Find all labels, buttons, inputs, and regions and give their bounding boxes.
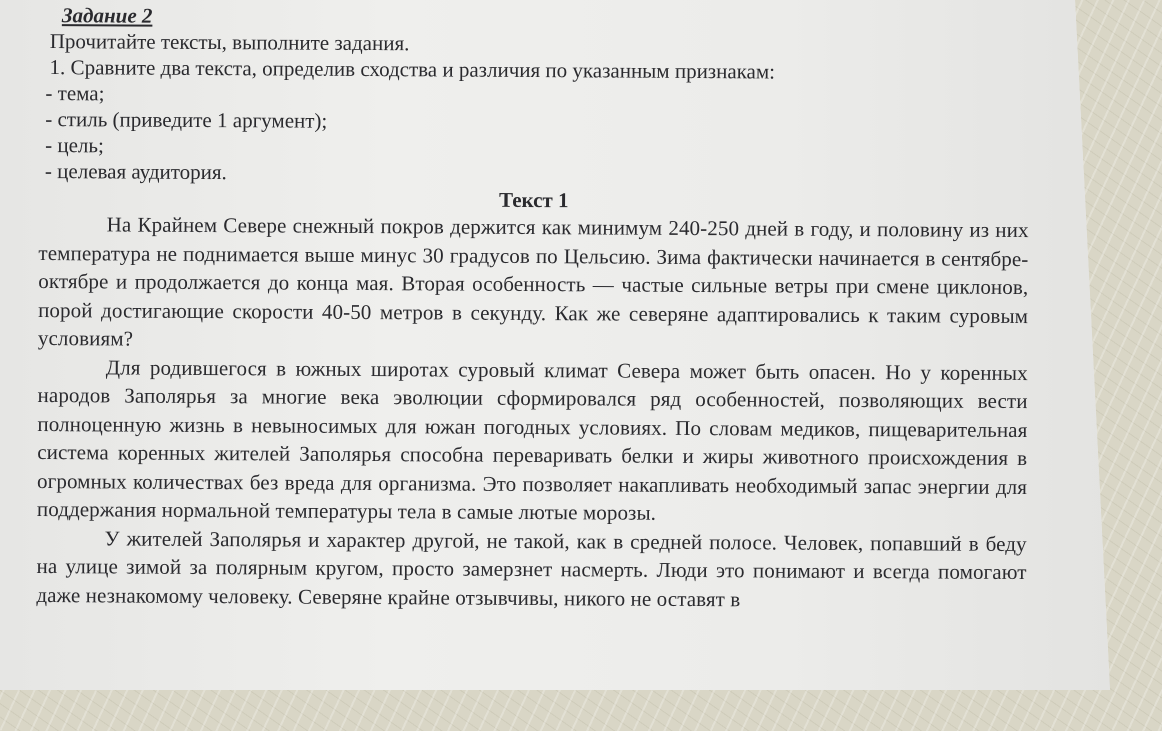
text1-paragraph: Для родившегося в южных широтах суровый климат Севера может быть опасен. Но у коренных народов Заполярья за многие века эволюции сформировался ряд особенностей, позволяющих вести полноценную жизнь в невыносимых для южан погодных условиях. По словам медиков, пищеварительная система коренных жителей Заполярья способна переваривать белки и жиры животного происхождения в огромных количествах без вреда для организма. Это позволяет накапливать необходимый запас энергии для поддержания нормальной температуры тела в самые лютые морозы.	[36, 354, 1028, 525]
criterion-audience: - целевая аудитория.	[44, 159, 227, 185]
text1-paragraph: На Крайнем Севере снежный покров держится как минимум 240-250 дней в году, и половину из них температура не поднимается выше минус 30 градусов по Цельсию. Зима фактически начинается в сентябре-октябре и продолжается до конца мая. Вторая особенность — частые сильные ветры при смене циклонов, порой достигающие скорости 40-50 метров в секунду. Как же северяне адаптировались к таким суровым условиям?	[37, 212, 1029, 351]
document-content	[36, 2, 1030, 615]
task-question: 1. Сравните два текста, определив сходства и различия по указанным признакам:	[49, 55, 776, 84]
criterion-style: - стиль (приведите 1 аргумент);	[45, 107, 328, 133]
task-title: Задание 2	[61, 3, 153, 28]
criterion-goal: - цель;	[45, 133, 104, 158]
criterion-topic: - тема;	[45, 81, 105, 106]
text1-paragraph: У жителей Заполярья и характер другой, не такой, как в средней полосе. Человек, попавший в беду на улице зимой за полярным кругом, просто замерзнет насмерть. Люди это понимают и всегда помогают даже незнакомому человеку. Северяне крайне отзывчивы, никого не оставят в	[36, 525, 1027, 611]
text1-heading: Текст 1	[498, 187, 569, 213]
task-instruction: Прочитайте тексты, выполните задания.	[49, 29, 410, 56]
